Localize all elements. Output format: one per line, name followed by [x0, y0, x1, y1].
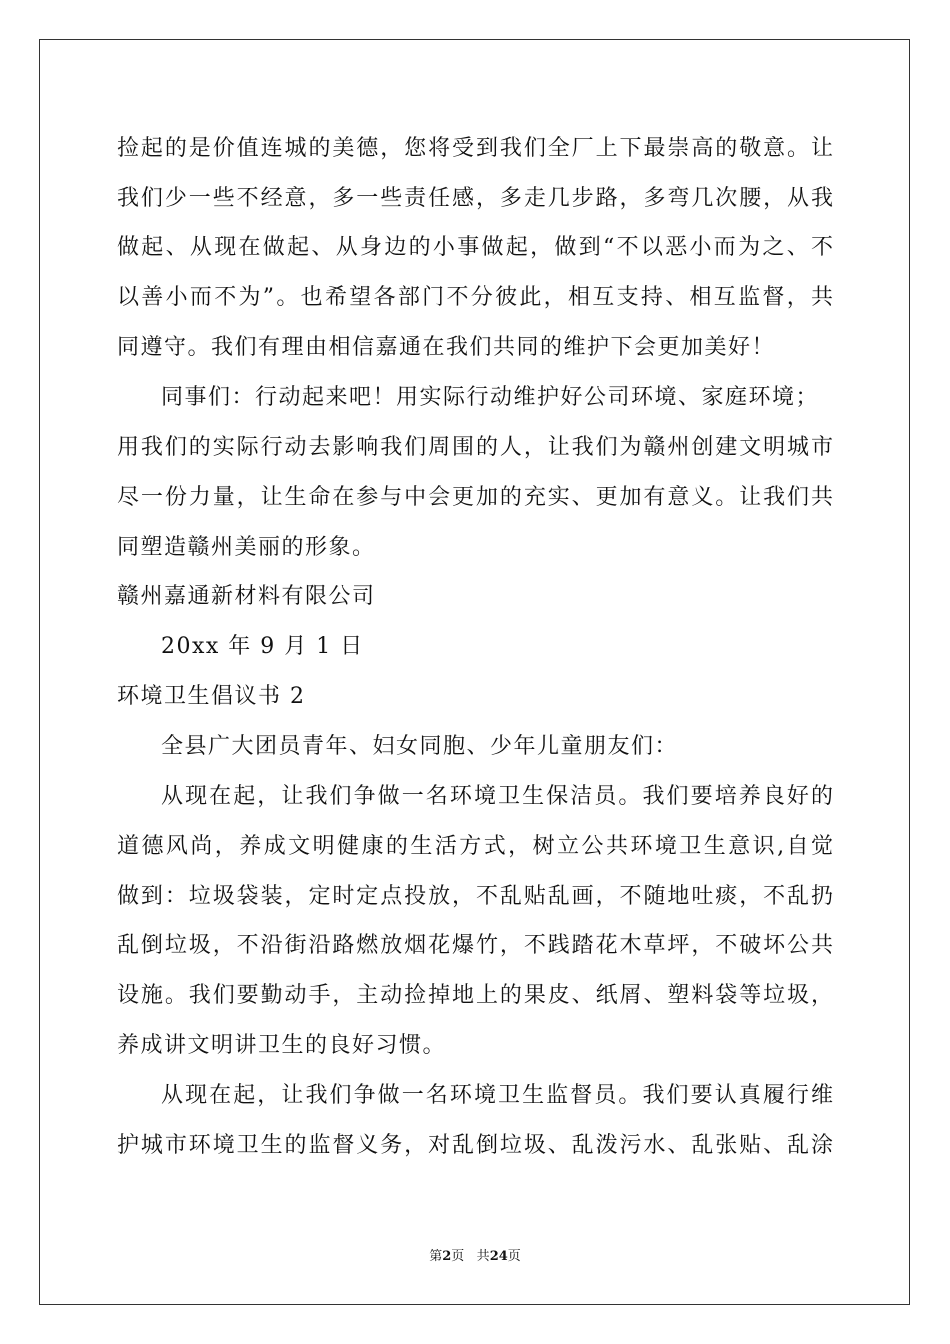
- body-text-line: 用我们的实际行动去影响我们周围的人，让我们为赣州创建文明城市: [117, 435, 833, 460]
- body-text-line: 乱倒垃圾，不沿街沿路燃放烟花爆竹，不践踏花木草坪，不破坏公共: [117, 933, 833, 958]
- salutation: 全县广大团员青年、妇女同胞、少年儿童朋友们：: [161, 734, 679, 759]
- paragraph-start-line: 同事们：行动起来吧！用实际行动维护好公司环境、家庭环境；: [161, 385, 820, 410]
- body-text-line: 做起、从现在做起、从身边的小事做起，做到“不以恶小而为之、不: [117, 235, 833, 260]
- paragraph-start-line: 从现在起，让我们争做一名环境卫生保洁员。我们要培养良好的: [161, 784, 833, 809]
- body-text-line: 设施。我们要勤动手，主动捡掉地上的果皮、纸屑、塑料袋等垃圾，: [117, 983, 833, 1008]
- page-prefix: 第: [429, 1249, 443, 1264]
- page-unit: 页: [451, 1249, 465, 1264]
- body-text-line: 尽一份力量，让生命在参与中会更加的充实、更加有意义。让我们共: [117, 485, 833, 510]
- body-text-line: 同遵守。我们有理由相信嘉通在我们共同的维护下会更加美好！: [117, 335, 776, 360]
- total-prefix: 共: [476, 1249, 490, 1264]
- body-text-line: 道德风尚，养成文明健康的生活方式，树立公共环境卫生意识,自觉: [117, 834, 833, 859]
- body-text-line: 以善小而不为”。也希望各部门不分彼此，相互支持、相互监督，共: [117, 285, 833, 310]
- page-total: 24: [489, 1249, 508, 1264]
- total-unit: 页: [507, 1249, 521, 1264]
- paragraph-start-line: 从现在起，让我们争做一名环境卫生监督员。我们要认真履行维: [161, 1083, 833, 1108]
- page-number: 2: [442, 1249, 452, 1264]
- company-signature: 赣州嘉通新材料有限公司: [117, 584, 376, 609]
- body-text-line: 同塑造赣州美丽的形象。: [117, 535, 376, 560]
- body-text-line: 养成讲文明讲卫生的良好习惯。: [117, 1033, 447, 1058]
- body-text-line: 我们少一些不经意，多一些责任感，多走几步路，多弯几次腰，从我: [117, 186, 833, 211]
- body-text-line: 做到：垃圾袋装，定时定点投放，不乱贴乱画，不随地吐痰，不乱扔: [117, 884, 833, 909]
- section-title: 环境卫生倡议书 2: [117, 684, 306, 709]
- signature-date: 20xx 年 9 月 1 日: [161, 634, 364, 659]
- body-text-line: 捡起的是价值连城的美德，您将受到我们全厂上下最崇高的敬意。让: [117, 136, 833, 161]
- page-footer: [0, 1248, 950, 1266]
- body-text-line: 护城市环境卫生的监督义务，对乱倒垃圾、乱泼污水、乱张贴、乱涂: [117, 1133, 833, 1158]
- page-border: [39, 39, 910, 1305]
